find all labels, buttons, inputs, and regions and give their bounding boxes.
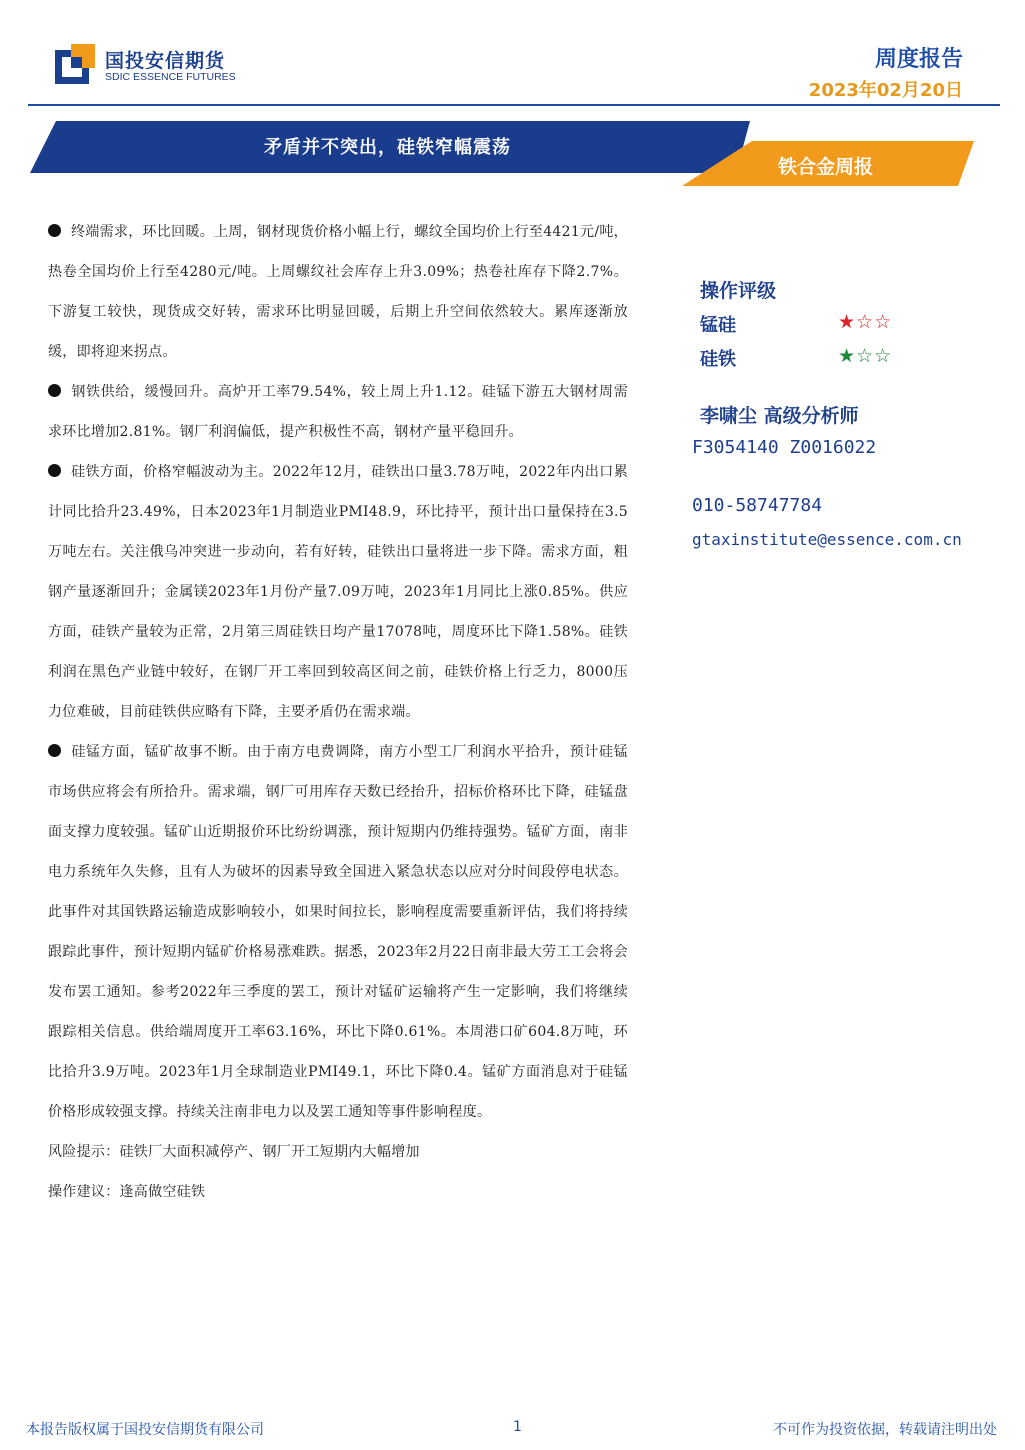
star-empty-icon: ☆☆ xyxy=(856,311,893,333)
rating-name-fesi: 硅铁 xyxy=(700,349,736,370)
star-filled-icon: ★ xyxy=(838,345,857,367)
bullet-icon xyxy=(48,224,61,237)
logo-mark-icon xyxy=(55,44,95,84)
star-filled-icon: ★ xyxy=(838,311,857,333)
report-title: 矛盾并不突出，硅铁窄幅震荡 xyxy=(264,137,511,158)
paragraph-silicomanganese: 硅锰方面，锰矿故事不断。由于南方电费调降，南方小型工厂利润水平拾升，预计硅锰市场供应将会有所拾升。需求端，钢厂可用库存天数已经抬升，招标价格环比下降，硅锰盘面支撑力度较强。锰矿山近期报价环比纷纷调涨，预计短期内仍维持强势。锰矿方面，南非电力系统年久失修，且有人为破坏的因素导致全国进入紧急状态以应对分时间段停电状态。此事件对其国铁路运输造成影响较小，如果时间拉长，影响程度需要重新评估，我们将持续跟踪此事件，预计短期内锰矿价格易涨难跌。据悉，2023年2月22日南非最大劳工工会将会发布罢工通知。参考2022年三季度的罢工，预计对锰矿运输将产生一定影响，我们将继续跟踪相关信息。供给端周度开工率63.16%，环比下降0.61%。本周港口矿604.8万吨，环比拾升3.9万吨。2023年1月全球制造业PMI49.1，环比下降0.4。锰矿方面消息对于硅锰价格形成较强支撑。持续关注南非电力以及罢工通知等事件影响程度。 xyxy=(48,744,628,1120)
bullet-icon xyxy=(48,744,61,757)
report-date: 2023年02月20日 xyxy=(808,80,963,101)
rating-stars-mnsi xyxy=(838,311,892,333)
contact-phone: 010-58747784 xyxy=(692,495,823,516)
paragraph-ferrosilicon: 硅铁方面，价格窄幅波动为主。2022年12月，硅铁出口量3.78万吨，2022年内出口累计同比拾升23.49%，日本2023年1月制造业PMI48.9，环比持平，预计出口量保持在3.5万吨左右。关注俄乌冲突进一步动向，若有好转，硅铁出口量将进一步下降。需求方面，粗钢产量逐渐回升；金属镁2023年1月份产量7.09万吨，2023年1月同比上涨0.85%。供应方面，硅铁产量较为正常，2月第三周硅铁日均产量17078吨，周度环比下降1.58%。硅铁利润在黑色产业链中较好，在钢厂开工率回到较高区间之前，硅铁价格上行乏力，8000压力位难破，目前硅铁供应略有下降，主要矛盾仍在需求端。 xyxy=(48,464,628,720)
analyst-license: F3054140 Z0016022 xyxy=(692,437,877,458)
logo-text-cn: 国投安信期货 xyxy=(105,50,226,72)
report-type: 周度报告 xyxy=(874,47,963,72)
rating-title: 操作评级 xyxy=(700,280,777,302)
bullet-icon xyxy=(48,464,61,477)
operation-advice: 操作建议：逢高做空硅铁 xyxy=(48,1184,206,1200)
footer-copyright: 本报告版权属于国投安信期货有限公司 xyxy=(26,1422,264,1438)
paragraph-steel-supply: 钢铁供给，缓慢回升。高炉开工率79.54%，较上周上升1.12。硅锰下游五大钢材周需求环比增加2.81%。钢厂利润偏低，提产积极性不高，钢材产量平稳回升。 xyxy=(48,384,628,440)
rating-name-mnsi: 锰硅 xyxy=(700,315,736,336)
header-divider xyxy=(28,104,1000,106)
company-logo xyxy=(55,44,255,88)
contact-email[interactable]: gtaxinstitute@essence.com.cn xyxy=(692,530,962,549)
bullet-icon xyxy=(48,384,61,397)
footer-disclaimer: 不可作为投资依据，转载请注明出处 xyxy=(773,1422,997,1438)
analyst-name: 李啸尘 高级分析师 xyxy=(700,405,859,427)
risk-warning: 风险提示：硅铁厂大面积减停产、钢厂开工短期内大幅增加 xyxy=(48,1144,420,1160)
star-empty-icon: ☆☆ xyxy=(856,345,893,367)
paragraph-demand: 终端需求，环比回暖。上周，钢材现货价格小幅上行，螺纹全国均价上行至4421元/吨，热卷全国均价上行至4280元/吨。上周螺纹社会库存上升3.09%；热卷社库存下降2.7%。下游复工较快，现货成交好转，需求环比明显回暖，后期上升空间依然较大。累库逐渐放缓，即将迎来拐点。 xyxy=(48,224,628,360)
report-category: 铁合金周报 xyxy=(778,156,874,178)
report-body xyxy=(48,212,628,1212)
logo-text-en: SDIC ESSENCE FUTURES xyxy=(105,71,236,83)
rating-stars-fesi xyxy=(838,345,892,367)
page-number: 1 xyxy=(513,1419,522,1435)
